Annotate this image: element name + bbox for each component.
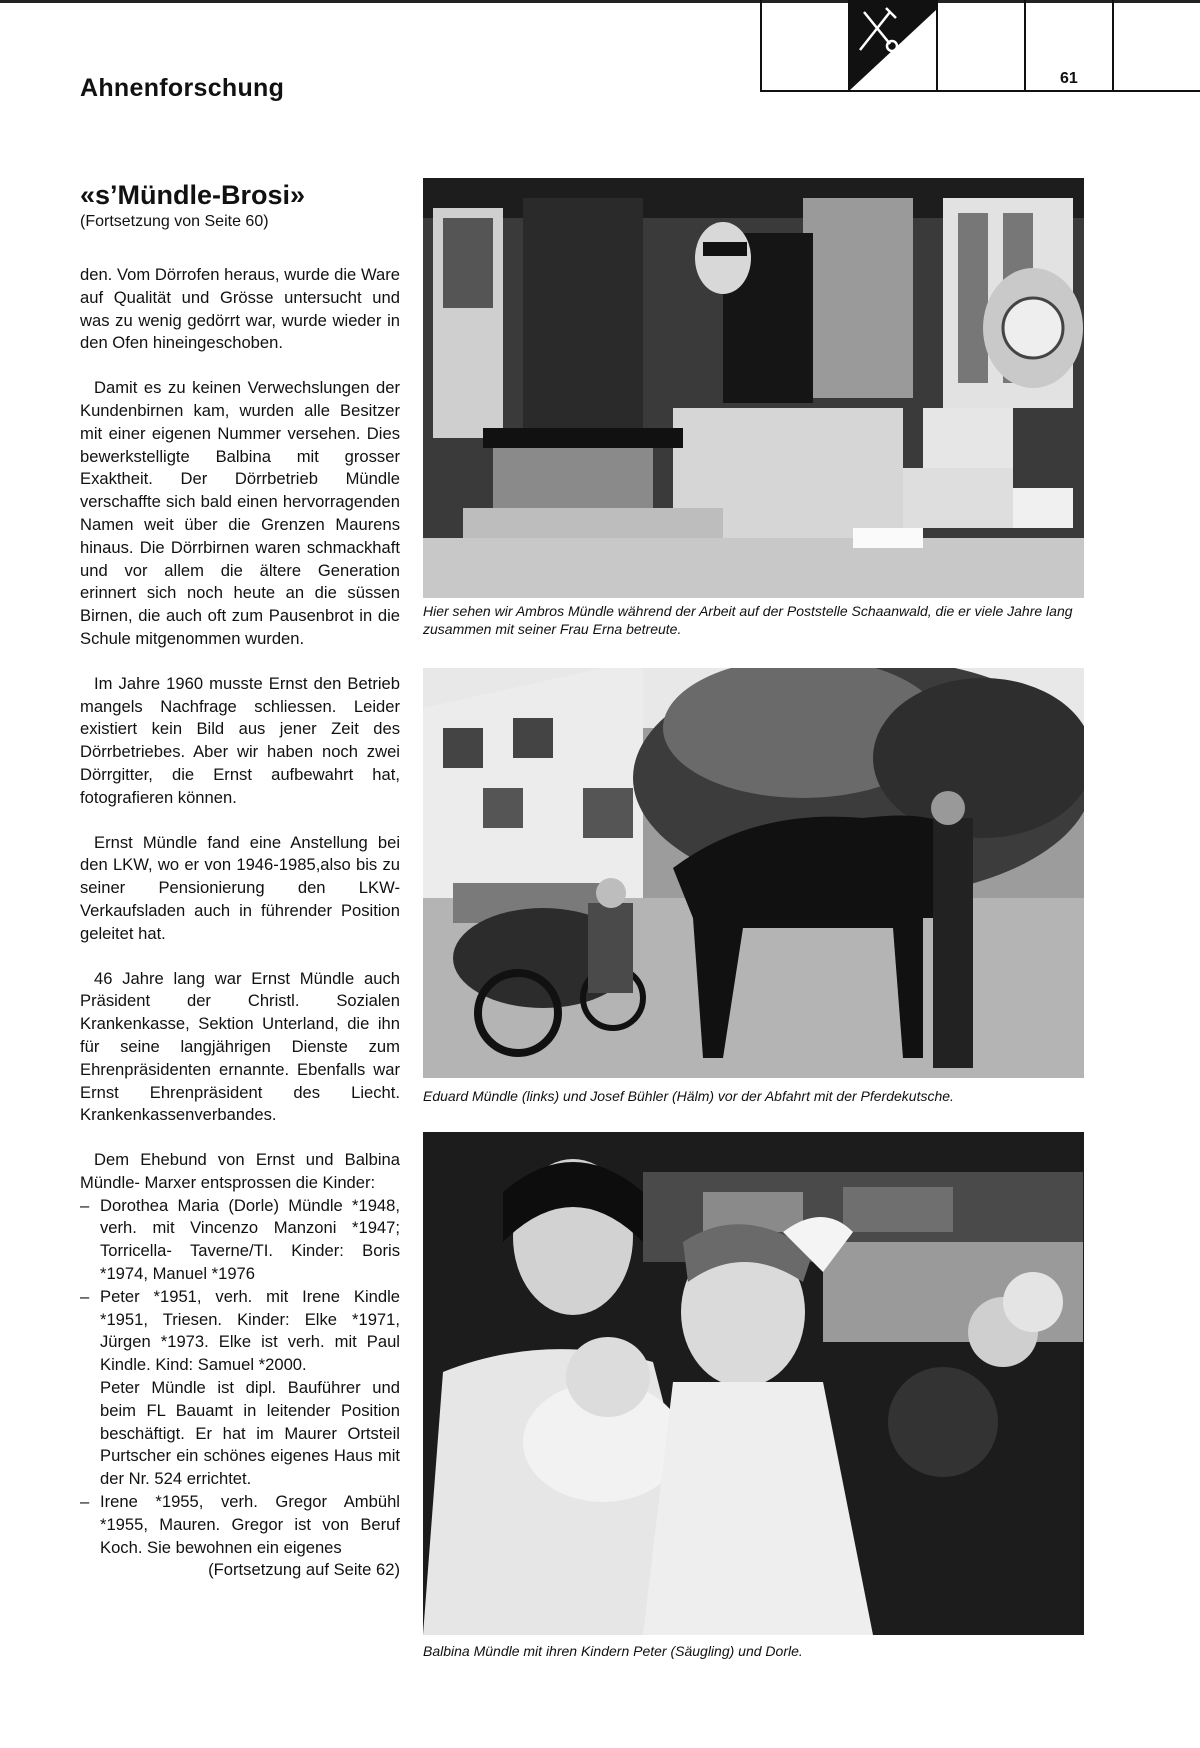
paragraph: Im Jahre 1960 musste Ernst den Betrieb mangels Nachfrage schliessen. Leider existiert kein Bild aus jener Zeit des Dörrbetriebes. Aber wir haben noch zwei Dörrgitter, die Ernst aufbewahrt hat, fotografieren können.: [80, 673, 400, 807]
page-number: 61: [1060, 70, 1078, 87]
photo-horse-carriage: [423, 668, 1084, 1078]
photo-post-office: [423, 178, 1084, 598]
children-list: [80, 1491, 400, 1559]
paragraph: 46 Jahre lang war Ernst Mündle auch Präsident der Christl. Sozialen Krankenkasse, Sektion Unterland, die ihn für seine langjährigen Dienste zum Ehrenpräsidenten ernannte. Ebenfalls war Ernst Ehrenpräsident des Liecht. Krankenkassenverbandes.: [80, 968, 400, 1125]
chapter-tabs: [760, 0, 1200, 92]
article-title: «s’Mündle-Brosi»: [80, 180, 306, 210]
photo-caption: Hier sehen wir Ambros Mündle während der Arbeit auf der Poststelle Schaanwald, die er viele Jahre lang zusammen mit seiner Frau Erna betreute.: [423, 603, 1073, 637]
list-item: – Peter *1951, verh. mit Irene Kindle *1951, Triesen. Kinder: Elke *1971, Jürgen *1973. Elke ist verh. mit Paul Kindle. Kind: Samuel *2000.: [80, 1286, 400, 1377]
crossed-tools-emblem-icon: [850, 0, 936, 90]
chapter-tab: [936, 0, 1026, 92]
article-body: [80, 264, 400, 1582]
paragraph: Damit es zu keinen Verwechslungen der Kundenbirnen kam, wurden alle Besitzer mit einer eigenen Nummer versehen. Dies bewerkstelligte Balbina mit grosser Exaktheit. Der Dörrbetrieb Mündle verschaffte sich bald einen hervorragenden Namen weit über die Grenzen Maurens hinaus. Die Dörrbirnen waren schmackhaft und vor allem die ältere Generation erinnert sich noch heute an die süssen Birnen, die auch oft zum Pausenbrot in die Schule mitgenommen wurden.: [80, 378, 400, 648]
photo-mother-children: [423, 1132, 1084, 1635]
continued-from-note: (Fortsetzung von Seite 60): [80, 213, 269, 230]
paragraph: den. Vom Dörrofen heraus, wurde die Ware auf Qualität und Grösse untersucht und was zu wenig gedörrt war, wurde wieder in den Ofen hineingeschoben.: [80, 265, 400, 353]
photo-caption: Balbina Mündle mit ihren Kindern Peter (Säugling) und Dorle.: [423, 1643, 803, 1659]
continued-to-note: (Fortsetzung auf Seite 62): [208, 1560, 400, 1580]
list-item: – Dorothea Maria (Dorle) Mündle *1948, verh. mit Vincenzo Manzoni *1947; Torricella- Taverne/TI. Kinder: Boris *1974, Manuel *1976: [80, 1195, 400, 1286]
paragraph: Ernst Mündle fand eine Anstellung bei den LKW, wo er von 1946-1985,also bis zu seiner Pensionierung den LKW- Verkaufsladen auch in führender Position geleitet hat.: [80, 832, 400, 943]
paragraph: Dem Ehebund von Ernst und Balbina Mündle- Marxer entsprossen die Kinder:: [80, 1150, 400, 1192]
list-item: – Irene *1955, verh. Gregor Ambühl *1955, Mauren. Gregor ist von Beruf Koch. Sie bewohnen ein eigenes: [80, 1491, 400, 1559]
section-title: Ahnenforschung: [80, 74, 285, 102]
children-list: [80, 1195, 400, 1377]
photo-caption: Eduard Mündle (links) und Josef Bühler (Hälm) vor der Abfahrt mit der Pferdekutsche.: [423, 1088, 954, 1104]
list-item-note: Peter Mündle ist dipl. Bauführer und beim FL Bauamt in leitender Position beschäftigt. Er hat im Maurer Ortsteil Purtscher ein schönes eigenes Haus mit der Nr. 524 errichtet.: [100, 1378, 400, 1489]
chapter-tab: [760, 0, 850, 92]
chapter-tab: [1112, 0, 1200, 92]
